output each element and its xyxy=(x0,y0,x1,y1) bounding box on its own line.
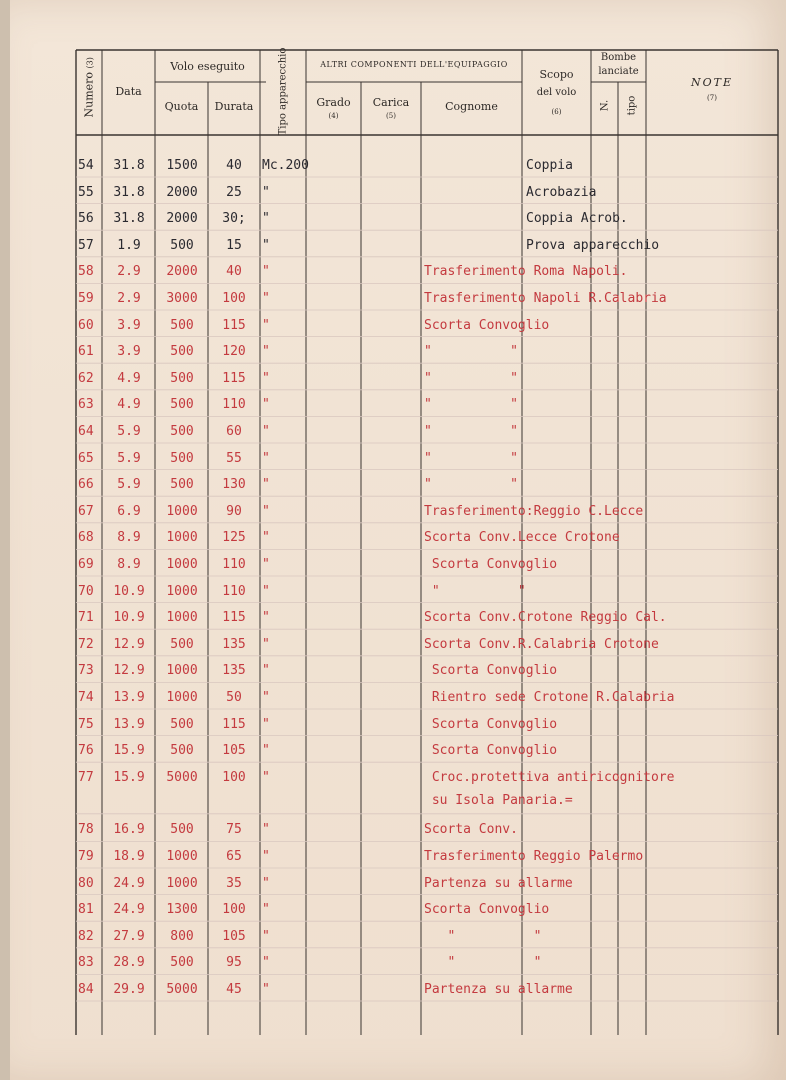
row-scopo: Coppia Acrob. xyxy=(526,211,628,227)
durata-header: Durata xyxy=(214,100,254,113)
row-number: 67 xyxy=(78,503,94,519)
row-date: 8.9 xyxy=(117,530,141,546)
row-tipo: " xyxy=(262,902,270,918)
row-date: 10.9 xyxy=(113,583,145,599)
row-date: 31.8 xyxy=(113,184,145,200)
row-number: 70 xyxy=(78,583,94,599)
row-quota: 500 xyxy=(170,822,194,838)
row-durata: 135 xyxy=(222,663,246,679)
grado-header: Grado xyxy=(316,96,351,109)
row-tipo: Mc.200 xyxy=(262,158,309,173)
row-tipo: " xyxy=(262,424,270,439)
row-date: 16.9 xyxy=(113,822,145,838)
row-durata: 110 xyxy=(222,557,246,572)
row-quota: 1300 xyxy=(166,902,198,918)
row-number: 61 xyxy=(78,344,94,360)
row-date: 10.9 xyxy=(113,610,145,626)
row-scopo: " " xyxy=(424,955,542,971)
row-quota: 500 xyxy=(170,237,194,253)
row-durata: 45 xyxy=(226,982,242,997)
volo-eseguito-header: Volo eseguito xyxy=(170,60,245,73)
row-date: 31.8 xyxy=(113,158,145,173)
row-number: 56 xyxy=(78,211,94,227)
row-scopo: Scorta Conv.Crotone Reggio Cal. xyxy=(424,610,667,626)
row-tipo: " xyxy=(262,397,270,413)
row-number: 81 xyxy=(78,902,94,918)
row-scopo: Scorta Convoglio xyxy=(424,663,558,679)
row-date: 15.9 xyxy=(113,769,145,785)
row-number: 64 xyxy=(78,424,94,439)
row-durata: 55 xyxy=(226,450,242,466)
row-scopo-continuation: su Isola Panaria.= xyxy=(424,792,573,808)
row-quota: 800 xyxy=(170,928,194,944)
row-tipo: " xyxy=(262,211,270,227)
row-durata: 115 xyxy=(222,610,246,626)
row-tipo: " xyxy=(262,317,270,333)
row-scopo: Partenza su allarme xyxy=(424,982,573,997)
numero-header: Numero (3) xyxy=(82,57,96,118)
row-durata: 100 xyxy=(222,291,246,306)
row-tipo: " xyxy=(262,503,270,519)
row-tipo: " xyxy=(262,583,270,599)
row-date: 12.9 xyxy=(113,636,145,652)
row-number: 66 xyxy=(78,477,94,493)
row-scopo: " " xyxy=(424,583,526,599)
row-quota: 1500 xyxy=(166,158,198,173)
row-number: 62 xyxy=(78,370,94,386)
row-number: 63 xyxy=(78,397,94,413)
row-scopo: " " xyxy=(424,424,518,439)
row-quota: 500 xyxy=(170,636,194,652)
grado-note: (4) xyxy=(328,112,339,120)
row-scopo: Scorta Conv.R.Calabria Crotone xyxy=(424,636,659,652)
row-scopo: Trasferimento Roma Napoli. xyxy=(424,264,628,280)
row-date: 12.9 xyxy=(113,663,145,679)
row-date: 5.9 xyxy=(117,424,141,439)
row-number: 65 xyxy=(78,450,94,466)
row-durata: 110 xyxy=(222,397,246,413)
row-date: 13.9 xyxy=(113,716,145,732)
note-note: (7) xyxy=(707,94,717,102)
row-tipo: " xyxy=(262,822,270,838)
row-scopo: Partenza su allarme xyxy=(424,875,573,891)
row-scopo: " " xyxy=(424,450,518,466)
row-scopo: Trasferimento:Reggio C.Lecce xyxy=(424,503,644,519)
row-quota: 1000 xyxy=(166,875,198,891)
row-durata: 120 xyxy=(222,344,246,360)
note-header: NOTE xyxy=(690,76,733,89)
row-tipo: " xyxy=(262,928,270,944)
row-durata: 25 xyxy=(226,184,242,200)
row-number: 71 xyxy=(78,610,94,626)
row-date: 2.9 xyxy=(117,291,141,306)
scopo-header-1: Scopo xyxy=(539,68,574,81)
row-date: 2.9 xyxy=(117,264,141,280)
scopo-header-2: del volo xyxy=(536,87,577,98)
row-quota: 5000 xyxy=(166,769,198,785)
row-durata: 90 xyxy=(226,503,242,519)
row-number: 59 xyxy=(78,291,94,306)
row-quota: 2000 xyxy=(166,184,198,200)
row-tipo: " xyxy=(262,450,270,466)
row-quota: 1000 xyxy=(166,663,198,679)
row-durata: 105 xyxy=(222,743,246,759)
row-date: 3.9 xyxy=(117,344,141,360)
row-scopo: Scorta Convoglio xyxy=(424,902,550,918)
row-quota: 3000 xyxy=(166,291,198,306)
row-scopo: Croc.protettiva antiricognitore xyxy=(424,769,675,785)
row-number: 78 xyxy=(78,822,94,838)
row-number: 82 xyxy=(78,928,94,944)
row-durata: 105 xyxy=(222,928,246,944)
row-quota: 1000 xyxy=(166,610,198,626)
row-date: 4.9 xyxy=(117,397,141,413)
row-durata: 40 xyxy=(226,158,242,173)
row-quota: 500 xyxy=(170,716,194,732)
row-quota: 500 xyxy=(170,397,194,413)
tipo-bombe-header: tipo xyxy=(626,95,638,116)
row-number: 75 xyxy=(78,716,94,732)
row-tipo: " xyxy=(262,690,270,705)
row-tipo: " xyxy=(262,477,270,493)
row-scopo: Trasferimento Napoli R.Calabria xyxy=(424,291,667,306)
row-quota: 1000 xyxy=(166,503,198,519)
data-header: Data xyxy=(115,85,142,98)
row-scopo: Scorta Convoglio xyxy=(424,716,558,732)
row-tipo: " xyxy=(262,610,270,626)
row-date: 13.9 xyxy=(113,690,145,705)
row-number: 83 xyxy=(78,955,94,971)
row-number: 74 xyxy=(78,690,94,705)
row-quota: 1000 xyxy=(166,849,198,864)
row-scopo: " " xyxy=(424,928,542,944)
bombe-header-2: lanciate xyxy=(598,66,639,77)
row-date: 1.9 xyxy=(117,237,141,253)
row-scopo: Prova apparecchio xyxy=(526,237,660,253)
row-scopo: " " xyxy=(424,477,518,493)
row-scopo: Rientro sede Crotone R.Calabria xyxy=(424,690,675,705)
row-number: 55 xyxy=(78,184,94,200)
row-tipo: " xyxy=(262,875,270,891)
row-number: 76 xyxy=(78,743,94,759)
row-scopo: Coppia xyxy=(526,158,573,173)
altri-componenti-header: ALTRI COMPONENTI DELL'EQUIPAGGIO xyxy=(320,60,508,69)
cognome-header: Cognome xyxy=(445,100,498,113)
row-scopo: Acrobazia xyxy=(526,184,597,200)
row-scopo: Scorta Convoglio xyxy=(424,317,550,333)
row-date: 18.9 xyxy=(113,849,145,864)
row-tipo: " xyxy=(262,291,270,306)
carica-note: (5) xyxy=(386,112,396,120)
row-durata: 65 xyxy=(226,849,242,864)
row-number: 60 xyxy=(78,317,94,333)
row-durata: 95 xyxy=(226,955,242,971)
row-tipo: " xyxy=(262,370,270,386)
row-durata: 100 xyxy=(222,902,246,918)
row-number: 68 xyxy=(78,530,94,546)
row-scopo: Scorta Conv. xyxy=(424,822,518,838)
row-date: 8.9 xyxy=(117,557,141,572)
row-number: 80 xyxy=(78,875,94,891)
row-tipo: " xyxy=(262,743,270,759)
row-quota: 500 xyxy=(170,424,194,439)
row-quota: 2000 xyxy=(166,264,198,280)
row-quota: 5000 xyxy=(166,982,198,997)
row-durata: 125 xyxy=(222,530,246,546)
row-durata: 115 xyxy=(222,370,246,386)
row-date: 4.9 xyxy=(117,370,141,386)
row-date: 6.9 xyxy=(117,503,141,519)
row-tipo: " xyxy=(262,344,270,360)
bombe-header-1: Bombe xyxy=(600,52,637,63)
row-tipo: " xyxy=(262,982,270,997)
row-durata: 30; xyxy=(222,211,246,227)
row-date: 28.9 xyxy=(113,955,145,971)
row-number: 58 xyxy=(78,264,94,280)
row-tipo: " xyxy=(262,264,270,280)
row-scopo: Scorta Convoglio xyxy=(424,743,558,759)
row-durata: 100 xyxy=(222,769,246,785)
row-durata: 15 xyxy=(226,237,242,253)
row-tipo: " xyxy=(262,530,270,546)
row-date: 5.9 xyxy=(117,450,141,466)
row-scopo: Scorta Conv.Lecce Crotone xyxy=(424,530,620,546)
row-durata: 40 xyxy=(226,264,242,280)
row-number: 73 xyxy=(78,663,94,679)
row-durata: 115 xyxy=(222,317,246,333)
row-durata: 135 xyxy=(222,636,246,652)
row-number: 77 xyxy=(78,769,94,785)
row-scopo: " " xyxy=(424,370,518,386)
logbook-page xyxy=(10,0,786,1080)
row-tipo: " xyxy=(262,769,270,785)
row-scopo: Scorta Convoglio xyxy=(424,557,558,572)
row-tipo: " xyxy=(262,636,270,652)
row-date: 31.8 xyxy=(113,211,145,227)
row-scopo: " " xyxy=(424,344,518,360)
row-date: 5.9 xyxy=(117,477,141,493)
row-durata: 75 xyxy=(226,822,242,838)
row-tipo: " xyxy=(262,663,270,679)
carica-header: Carica xyxy=(372,96,410,109)
row-date: 15.9 xyxy=(113,743,145,759)
row-quota: 500 xyxy=(170,317,194,333)
row-number: 57 xyxy=(78,237,94,253)
row-quota: 500 xyxy=(170,370,194,386)
row-quota: 1000 xyxy=(166,530,198,546)
row-date: 29.9 xyxy=(113,982,145,997)
row-durata: 110 xyxy=(222,583,246,599)
row-quota: 1000 xyxy=(166,583,198,599)
row-number: 79 xyxy=(78,849,94,864)
row-number: 54 xyxy=(78,158,94,173)
row-durata: 50 xyxy=(226,690,242,705)
row-durata: 60 xyxy=(226,424,242,439)
row-number: 72 xyxy=(78,636,94,652)
quota-header: Quota xyxy=(164,100,199,113)
row-tipo: " xyxy=(262,184,270,200)
row-quota: 500 xyxy=(170,344,194,360)
row-quota: 500 xyxy=(170,955,194,971)
tipo-apparecchio-header: Tipo apparecchio xyxy=(277,47,289,136)
scopo-note: (6) xyxy=(551,108,562,116)
row-quota: 500 xyxy=(170,450,194,466)
row-quota: 2000 xyxy=(166,211,198,227)
row-date: 24.9 xyxy=(113,875,145,891)
row-quota: 1000 xyxy=(166,690,198,705)
row-durata: 130 xyxy=(222,477,246,493)
row-number: 69 xyxy=(78,557,94,572)
row-date: 3.9 xyxy=(117,317,141,333)
row-scopo: " " xyxy=(424,397,518,413)
row-durata: 35 xyxy=(226,875,242,891)
row-tipo: " xyxy=(262,557,270,572)
row-tipo: " xyxy=(262,955,270,971)
n-header: N. xyxy=(599,99,611,112)
row-quota: 1000 xyxy=(166,557,198,572)
row-quota: 500 xyxy=(170,477,194,493)
row-number: 84 xyxy=(78,982,94,997)
row-date: 27.9 xyxy=(113,928,145,944)
row-tipo: " xyxy=(262,237,270,253)
row-scopo: Trasferimento Reggio Palermo xyxy=(424,849,644,864)
row-date: 24.9 xyxy=(113,902,145,918)
row-durata: 115 xyxy=(222,716,246,732)
row-tipo: " xyxy=(262,716,270,732)
row-tipo: " xyxy=(262,849,270,864)
row-quota: 500 xyxy=(170,743,194,759)
